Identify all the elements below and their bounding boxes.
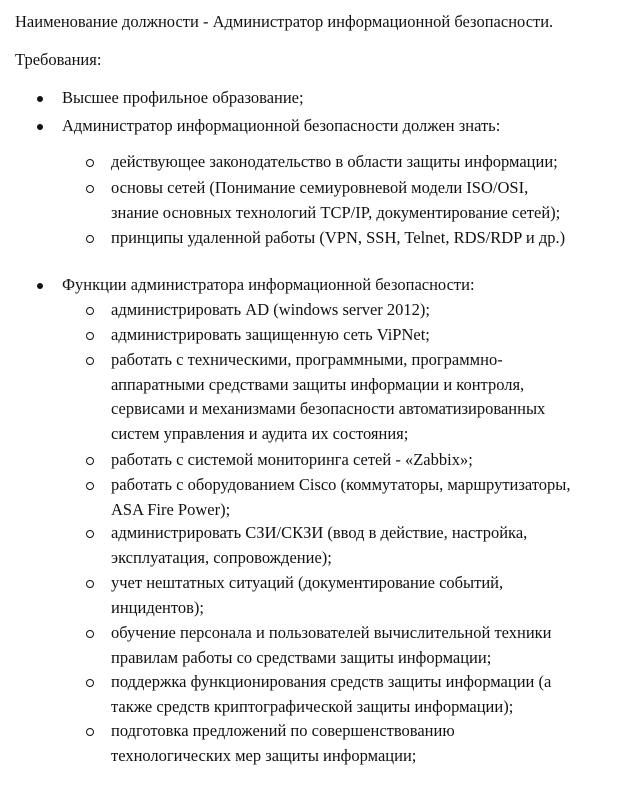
page-title: Наименование должности - Администратор информационной безопасности.: [15, 12, 554, 31]
hollow-bullet-icon: [86, 630, 94, 638]
hollow-bullet-icon: [86, 457, 94, 465]
hollow-bullet-icon: [86, 332, 94, 340]
bullet-icon: [37, 283, 43, 289]
sub-list-item-line: администрировать СЗИ/СКЗИ (ввод в действие, настройка,: [111, 523, 528, 542]
hollow-bullet-icon: [86, 357, 94, 365]
sub-list-item-line: подготовка предложений по совершенствованию: [111, 721, 455, 740]
hollow-bullet-icon: [86, 482, 94, 490]
sub-list-item-line: технологических мер защиты информации;: [111, 745, 417, 765]
sub-list-item-line: правилам работы со средствами защиты информации;: [111, 647, 492, 667]
sub-list-item-line: действующее законодательство в области защиты информации;: [111, 152, 558, 171]
sub-list-item-line: также средств криптографической защиты информации);: [111, 696, 514, 716]
hollow-bullet-icon: [86, 580, 94, 588]
sub-list-item-line: эксплуатация, сопровождение);: [111, 547, 332, 567]
sub-list-item-line: учет нештатных ситуаций (документирование событий,: [111, 573, 504, 592]
sub-list-item-line: основы сетей (Понимание семиуровневой модели ISO/OSI,: [111, 178, 529, 197]
sub-list-item-line: работать с оборудованием Cisco (коммутаторы, маршрутизаторы,: [111, 475, 571, 494]
sub-list-item-line: работать с техническими, программными, программно-: [111, 350, 503, 369]
hollow-bullet-icon: [86, 679, 94, 687]
sub-list-item-line: инцидентов);: [111, 597, 204, 617]
list-item-text: Администратор информационной безопасности должен знать:: [62, 116, 501, 135]
list-item-text: Функции администратора информационной безопасности:: [62, 275, 475, 294]
hollow-bullet-icon: [86, 728, 94, 736]
sub-list-item-line: знание основных технологий TCP/IP, документирование сетей);: [111, 202, 561, 222]
hollow-bullet-icon: [86, 159, 94, 167]
sub-list-item-line: ASA Fire Power);: [111, 499, 231, 519]
hollow-bullet-icon: [86, 235, 94, 243]
sub-list-item-line: поддержка функционирования средств защиты информации (а: [111, 672, 552, 691]
hollow-bullet-icon: [86, 530, 94, 538]
sub-list-item-line: аппаратными средствами защиты информации и контроля,: [111, 374, 525, 394]
sub-list-item-line: администрировать AD (windows server 2012);: [111, 300, 430, 319]
sub-list-item-line: сервисами и механизмами безопасности автоматизированных: [111, 399, 546, 418]
hollow-bullet-icon: [86, 307, 94, 315]
sub-list-item-line: администрировать защищенную сеть ViPNet;: [111, 325, 430, 344]
list-item-text: Высшее профильное образование;: [62, 88, 304, 107]
sub-list-item-line: принципы удаленной работы (VPN, SSH, Telnet, RDS/RDP и др.): [111, 228, 566, 247]
sub-list-item-line: систем управления и аудита их состояния;: [111, 423, 409, 443]
hollow-bullet-icon: [86, 185, 94, 193]
sub-list-item-line: обучение персонала и пользователей вычислительной техники: [111, 623, 552, 642]
sub-list-item-line: работать с системой мониторинга сетей - «Zabbix»;: [111, 450, 473, 469]
bullet-icon: [37, 96, 43, 102]
requirements-heading: Требования:: [15, 50, 102, 69]
bullet-icon: [37, 124, 43, 130]
